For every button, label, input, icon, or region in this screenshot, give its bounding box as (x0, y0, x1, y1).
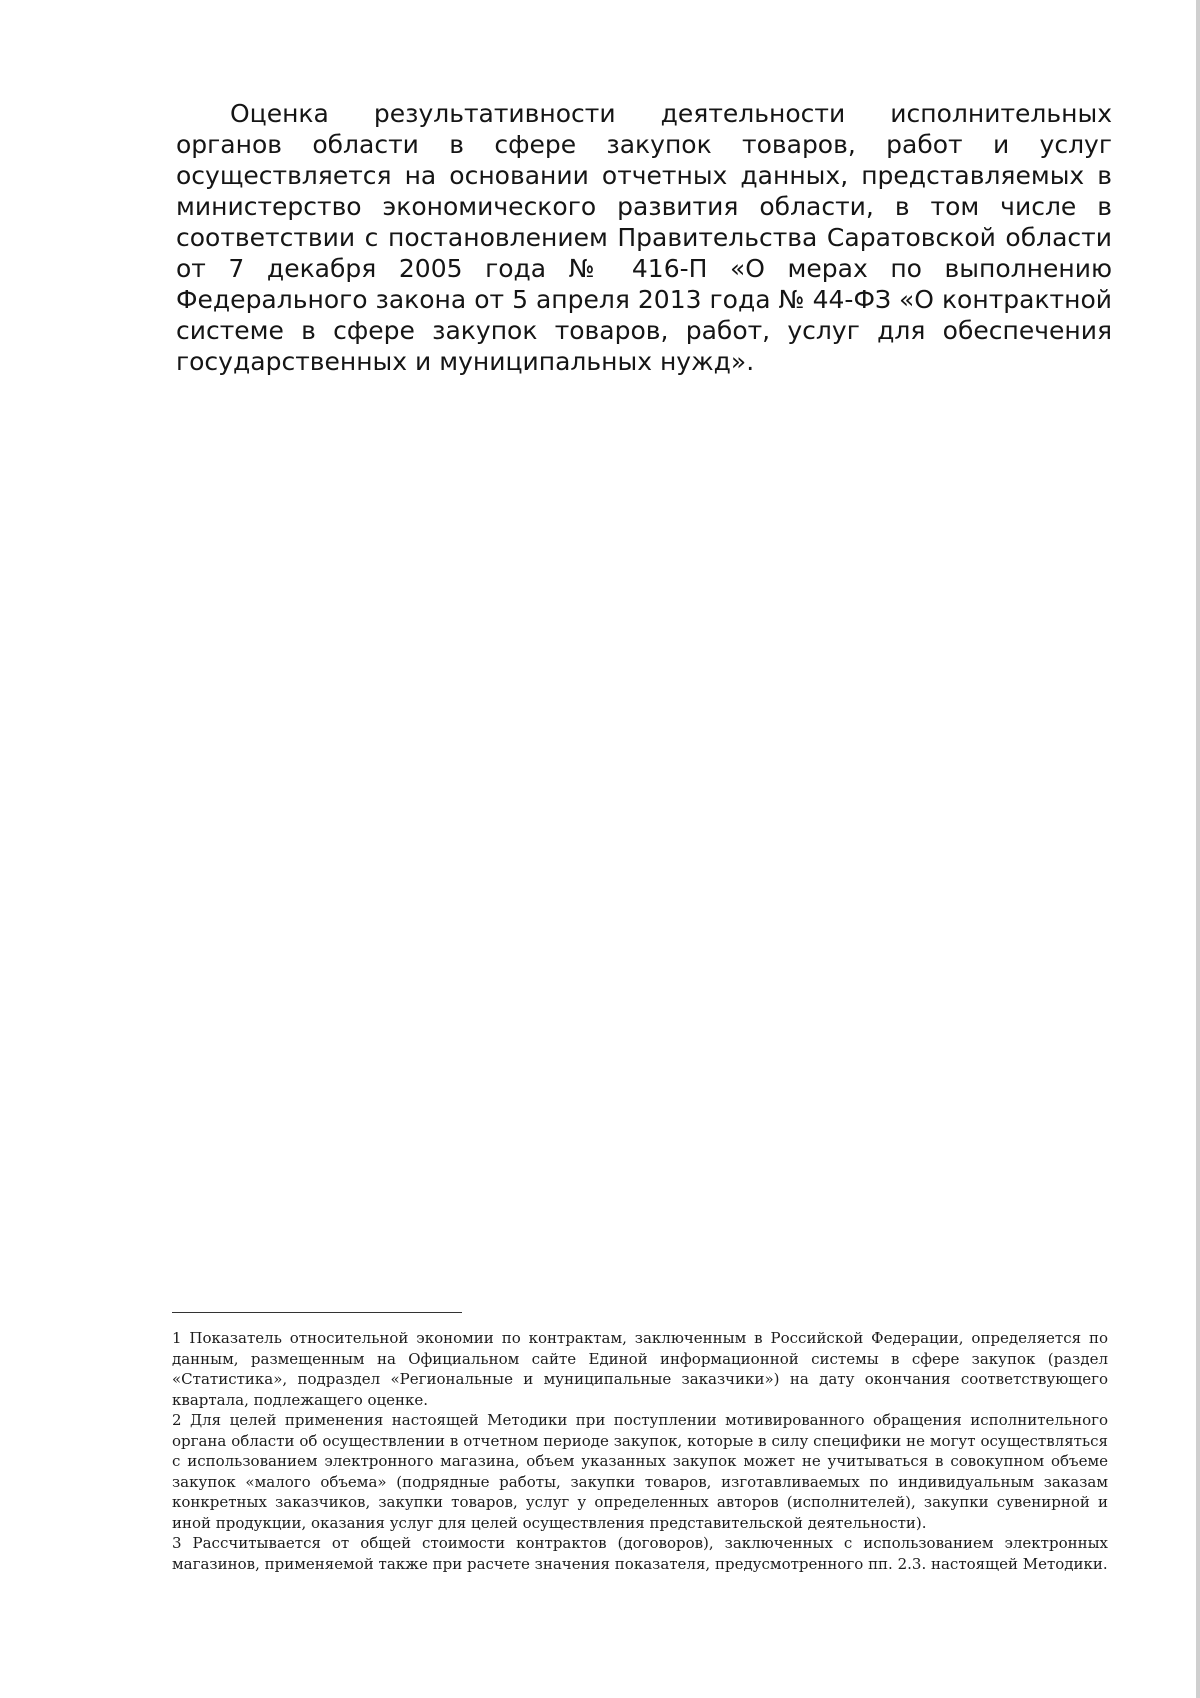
page-right-edge (1196, 0, 1200, 1698)
body-paragraph: Оценка результативности деятельности исполнительных органов области в сфере закупок товаров, работ и услуг осуществляется на основании отчетных данных, представляемых в министерство экономического развития области, в том числе в соответствии с постановлением Правительства Саратовской области от 7 декабря 2005 года № 416-П «О мерах по выполнению Федерального закона от 5 апреля 2013 года № 44-ФЗ «О контрактной системе в сфере закупок товаров, работ, услуг для обеспечения государственных и муниципальных нужд». (176, 99, 1112, 376)
footnote-separator (172, 1312, 462, 1313)
footnote-1: 1 Показатель относительной экономии по контрактам, заключенным в Российской Федерации, определяется по данным, размещенным на Официальном сайте Единой информационной системы в сфере закупок (раздел «Статистика», подраздел «Региональные и муниципальные заказчики») на дату окончания соответствующего квартала, подлежащего оценке. (172, 1329, 1108, 1409)
footnote-2: 2 Для целей применения настоящей Методики при поступлении мотивированного обращения исполнительного органа области об осуществлении в отчетном периоде закупок, которые в силу специфики не могут осуществляться с использованием электронного магазина, объем указанных закупок может не учитываться в совокупном объеме закупок «малого объема» (подрядные работы, закупки товаров, изготавливаемых по индивидуальным заказам конкретных заказчиков, закупки товаров, услуг у определенных авторов (исполнителей), закупки сувенирной и иной продукции, оказания услуг для целей осуществления представительской деятельности). (172, 1411, 1108, 1532)
footnotes-section (172, 1328, 1108, 1574)
footnote-3: 3 Рассчитывается от общей стоимости контрактов (договоров), заключенных с использованием электронных магазинов, применяемой также при расчете значения показателя, предусмотренного пп. 2.3. настоящей Методики. (172, 1534, 1108, 1573)
